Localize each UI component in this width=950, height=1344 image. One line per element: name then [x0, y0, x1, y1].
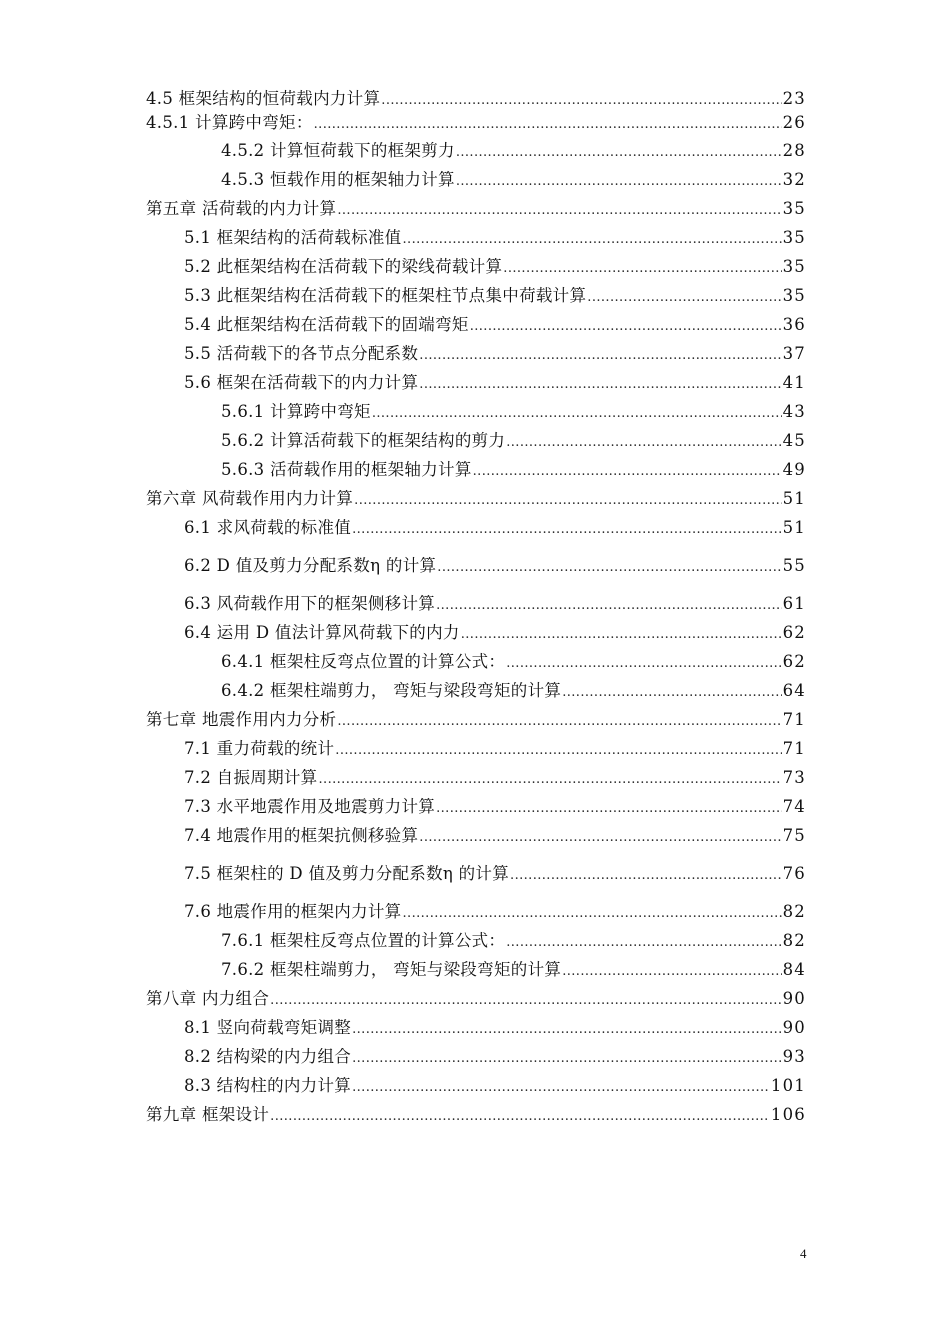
toc-leader-dots: [270, 1106, 770, 1128]
toc-entry[interactable]: [184, 1075, 806, 1099]
toc-entry-page: 35: [782, 199, 806, 218]
toc-entry[interactable]: [221, 930, 806, 954]
toc-entry[interactable]: [184, 227, 806, 251]
toc-entry[interactable]: [146, 988, 806, 1012]
toc-entry-title: 6.1 求风荷载的标准值: [184, 518, 352, 537]
toc-leader-dots: [403, 903, 782, 925]
toc-entry-page: 90: [782, 1018, 806, 1037]
toc-entry-page: 82: [782, 931, 806, 950]
toc-entry[interactable]: [184, 1046, 806, 1070]
toc-leader-dots: [562, 961, 781, 983]
toc-leader-dots: [337, 200, 781, 222]
toc-entry-title: 7.4 地震作用的框架抗侧移验算: [184, 826, 419, 845]
toc-entry-title: 5.6.2 计算活荷载下的框架结构的剪力: [221, 431, 506, 450]
toc-entry[interactable]: [184, 825, 806, 849]
toc-leader-dots: [506, 653, 781, 675]
toc-entry[interactable]: [184, 314, 806, 338]
toc-entry-title: 5.6.1 计算跨中弯矩: [221, 402, 371, 421]
toc-leader-dots: [419, 827, 781, 849]
toc-entry-page: 90: [782, 989, 806, 1008]
toc-entry-page: 35: [782, 286, 806, 305]
toc-entry-page: 35: [782, 228, 806, 247]
toc-entry-title: 7.5 框架柱的 D 值及剪力分配系数η 的计算: [184, 864, 510, 883]
toc-leader-dots: [419, 374, 781, 396]
toc-entry[interactable]: [184, 372, 806, 396]
toc-entry-page: 84: [782, 960, 806, 979]
toc-entry-page: 71: [782, 739, 806, 758]
toc-entry-title: 6.4 运用 D 值法计算风荷载下的内力: [184, 623, 460, 642]
toc-entry-page: 49: [782, 460, 806, 479]
toc-leader-dots: [354, 490, 781, 512]
toc-entry-title: 4.5.2 计算恒荷载下的框架剪力: [221, 141, 455, 160]
toc-entry-title: 7.1 重力荷载的统计: [184, 739, 335, 758]
toc-entry[interactable]: [146, 88, 806, 112]
toc-entry-title: 8.3 结构柱的内力计算: [184, 1076, 352, 1095]
toc-entry-title: 第六章 风荷载作用内力计算: [146, 489, 354, 508]
toc-leader-dots: [352, 519, 782, 541]
toc-entry-title: 8.2 结构梁的内力组合: [184, 1047, 352, 1066]
toc-entry-page: 62: [782, 652, 806, 671]
toc-entry[interactable]: [146, 488, 806, 512]
toc-leader-dots: [372, 403, 782, 425]
toc-entry-page: 62: [782, 623, 806, 642]
toc-leader-dots: [506, 432, 781, 454]
toc-entry-page: 73: [782, 768, 806, 787]
toc-entry[interactable]: [221, 651, 806, 675]
toc-entry-page: 26: [782, 113, 806, 132]
toc-entry-page: 74: [782, 797, 806, 816]
toc-entry-title: 第九章 框架设计: [146, 1105, 270, 1124]
toc-entry[interactable]: [184, 863, 806, 887]
toc-entry-page: 36: [782, 315, 806, 334]
toc-leader-dots: [381, 90, 781, 112]
toc-entry[interactable]: [221, 401, 806, 425]
toc-entry-title: 7.3 水平地震作用及地震剪力计算: [184, 797, 436, 816]
toc-entry-title: 5.3 此框架结构在活荷载下的框架柱节点集中荷载计算: [184, 286, 587, 305]
toc-entry-title: 第五章 活荷载的内力计算: [146, 199, 337, 218]
toc-entry-page: 35: [782, 257, 806, 276]
toc-entry[interactable]: [146, 709, 806, 733]
toc-entry-page: 76: [782, 864, 806, 883]
toc-entry[interactable]: [221, 959, 806, 983]
toc-entry[interactable]: [184, 767, 806, 791]
toc-entry-page: 93: [782, 1047, 806, 1066]
toc-entry-page: 75: [782, 826, 806, 845]
toc-entry[interactable]: [184, 738, 806, 762]
toc-entry-page: 45: [782, 431, 806, 450]
toc-entry[interactable]: [184, 256, 806, 280]
toc-entry-page: 41: [782, 373, 806, 392]
toc-leader-dots: [352, 1019, 782, 1041]
toc-entry-title: 4.5.3 恒载作用的框架轴力计算: [221, 170, 455, 189]
toc-entry[interactable]: [221, 459, 806, 483]
toc-entry-page: 64: [782, 681, 806, 700]
toc-leader-dots: [352, 1077, 770, 1099]
toc-entry-title: 5.6.3 活荷载作用的框架轴力计算: [221, 460, 472, 479]
toc-entry-title: 第七章 地震作用内力分析: [146, 710, 337, 729]
toc-entry-title: 7.6 地震作用的框架内力计算: [184, 902, 402, 921]
page-number: 4: [800, 1246, 807, 1261]
toc-entry-title: 6.3 风荷载作用下的框架侧移计算: [184, 594, 436, 613]
toc-leader-dots: [319, 769, 782, 791]
toc-leader-dots: [419, 345, 781, 367]
toc-entry[interactable]: [146, 198, 806, 222]
toc-entry-title: 第八章 内力组合: [146, 989, 270, 1008]
toc-leader-dots: [587, 287, 781, 309]
toc-leader-dots: [436, 798, 782, 820]
toc-leader-dots: [314, 114, 782, 136]
toc-entry-title: 5.1 框架结构的活荷载标准值: [184, 228, 402, 247]
toc-entry-title: 6.4.2 框架柱端剪力， 弯矩与梁段弯矩的计算: [221, 681, 562, 700]
toc-leader-dots: [456, 171, 782, 193]
toc-entry-page: 43: [782, 402, 806, 421]
toc-entry-title: 8.1 竖向荷载弯矩调整: [184, 1018, 352, 1037]
toc-entry-title: 4.5 框架结构的恒荷载内力计算: [146, 89, 381, 108]
toc-entry-title: 4.5.1 计算跨中弯矩：: [146, 113, 313, 132]
toc-entry-title: 7.6.1 框架柱反弯点位置的计算公式：: [221, 931, 506, 950]
toc-leader-dots: [456, 142, 782, 164]
toc-entry[interactable]: [184, 285, 806, 309]
toc-entry-page: 51: [782, 489, 806, 508]
toc-leader-dots: [337, 711, 781, 733]
toc-entry-page: 106: [770, 1105, 806, 1124]
toc-entry[interactable]: [221, 169, 806, 193]
toc-entry-page: 28: [782, 141, 806, 160]
toc-entry[interactable]: [221, 140, 806, 164]
toc-entry-page: 61: [782, 594, 806, 613]
toc-leader-dots: [403, 229, 782, 251]
toc-entry-page: 71: [782, 710, 806, 729]
toc-entry[interactable]: [184, 343, 806, 367]
toc-leader-dots: [562, 682, 781, 704]
toc-leader-dots: [503, 258, 781, 280]
toc-entry-page: 55: [782, 556, 806, 575]
toc-entry[interactable]: [184, 901, 806, 925]
toc-entry-title: 5.2 此框架结构在活荷载下的梁线荷载计算: [184, 257, 503, 276]
toc-entry-page: 101: [770, 1076, 806, 1095]
toc-entry[interactable]: [184, 517, 806, 541]
toc-leader-dots: [436, 595, 782, 617]
toc-entry[interactable]: [146, 1104, 806, 1128]
toc-leader-dots: [506, 932, 781, 954]
toc-entry-title: 5.6 框架在活荷载下的内力计算: [184, 373, 419, 392]
toc-leader-dots: [437, 557, 781, 579]
toc-entry-page: 37: [782, 344, 806, 363]
toc-entry[interactable]: [221, 430, 806, 454]
toc-entry[interactable]: [221, 680, 806, 704]
toc-entry-title: 5.4 此框架结构在活荷载下的固端弯矩: [184, 315, 469, 334]
toc-leader-dots: [510, 865, 782, 887]
toc-entry[interactable]: [184, 622, 806, 646]
toc-entry-title: 7.2 自振周期计算: [184, 768, 318, 787]
toc-entry[interactable]: [184, 796, 806, 820]
toc-entry-page: 82: [782, 902, 806, 921]
toc-leader-dots: [473, 461, 782, 483]
toc-entry-title: 5.5 活荷载下的各节点分配系数: [184, 344, 419, 363]
toc-leader-dots: [335, 740, 781, 762]
toc-entry[interactable]: [146, 112, 806, 136]
toc-leader-dots: [270, 990, 781, 1012]
toc-entry-title: 6.2 D 值及剪力分配系数η 的计算: [184, 556, 437, 575]
toc-entry-page: 51: [782, 518, 806, 537]
toc-entry-title: 7.6.2 框架柱端剪力， 弯矩与梁段弯矩的计算: [221, 960, 562, 979]
toc-entry-page: 32: [782, 170, 806, 189]
toc-entry-page: 23: [782, 89, 806, 108]
toc-entry-title: 6.4.1 框架柱反弯点位置的计算公式：: [221, 652, 506, 671]
toc-entry[interactable]: [184, 1017, 806, 1041]
toc-leader-dots: [461, 624, 782, 646]
toc-entry[interactable]: [184, 555, 806, 579]
toc-entry[interactable]: [184, 593, 806, 617]
toc-leader-dots: [352, 1048, 782, 1070]
toc-leader-dots: [470, 316, 782, 338]
